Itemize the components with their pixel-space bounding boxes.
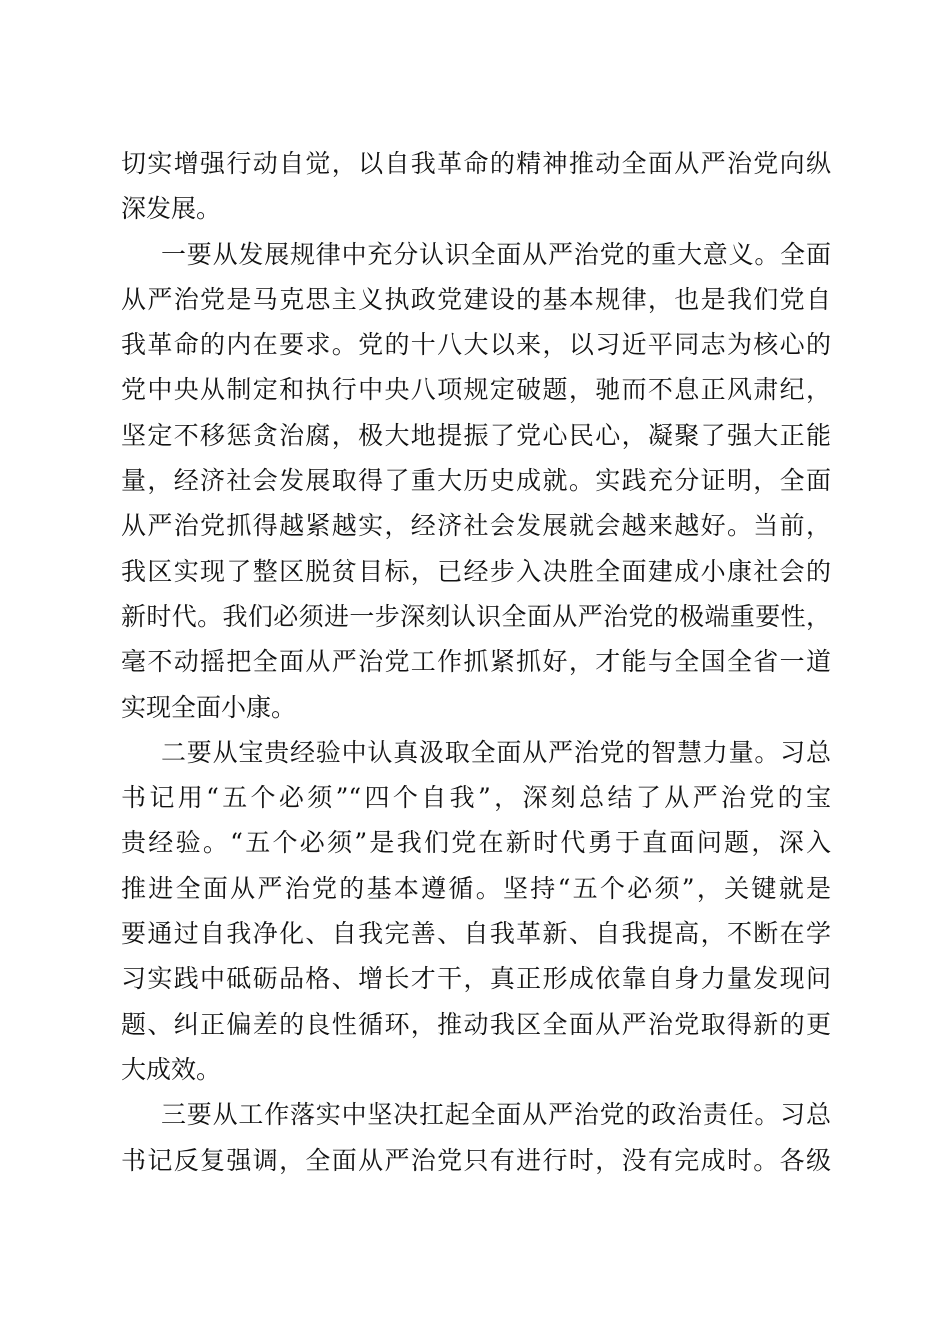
text-line: 从严治党是马克思主义执政党建设的基本规律，也是我们党自 [121,284,831,314]
text-line: 毫不动摇把全面从严治党工作抓紧抓好，才能与全国全省一道 [121,647,831,677]
text-line: 贵经验。“五个必须”是我们党在新时代勇于直面问题，深入 [121,828,831,858]
text-line: 大成效。 [121,1054,222,1084]
text-line: 实现全面小康。 [121,692,297,722]
text-line: 书记用“五个必须”“四个自我”，深刻总结了从严治党的宝 [121,783,831,813]
paragraph-first-line: 二要从宝贵经验中认真汲取全面从严治党的智慧力量。习总 [161,737,831,767]
text-line: 坚定不移惩贪治腐，极大地提振了党心民心，凝聚了强大正能 [121,420,831,450]
text-line: 我区实现了整区脱贫目标，已经步入决胜全面建成小康社会的 [121,556,831,586]
text-line: 要通过自我净化、自我完善、自我革新、自我提高，不断在学 [121,919,831,949]
text-line: 深发展。 [121,194,222,224]
text-line: 书记反复强调，全面从严治党只有进行时，没有完成时。各级 [121,1145,831,1175]
text-line: 我革命的内在要求。党的十八大以来，以习近平同志为核心的 [121,330,831,360]
text-line: 推进全面从严治党的基本遵循。坚持“五个必须”，关键就是 [121,873,831,903]
document-body [121,141,831,1183]
text-line: 切实增强行动自觉，以自我革命的精神推动全面从严治党向纵 [121,149,831,178]
text-line: 题、纠正偏差的良性循环，推动我区全面从严治党取得新的更 [121,1009,831,1039]
paragraph-first-line: 一要从发展规律中充分认识全面从严治党的重大意义。全面 [161,239,831,269]
paragraph-first-line: 三要从工作落实中坚决扛起全面从严治党的政治责任。习总 [161,1100,831,1130]
text-line: 习实践中砥砺品格、增长才干，真正形成依靠自身力量发现问 [121,964,831,994]
text-line: 党中央从制定和执行中央八项规定破题，驰而不息正风肃纪， [121,375,831,405]
text-line: 新时代。我们必须进一步深刻认识全面从严治党的极端重要性， [121,601,831,631]
text-line: 从严治党抓得越紧越实，经济社会发展就会越来越好。当前， [121,511,831,541]
text-line: 量，经济社会发展取得了重大历史成就。实践充分证明，全面 [121,466,831,496]
